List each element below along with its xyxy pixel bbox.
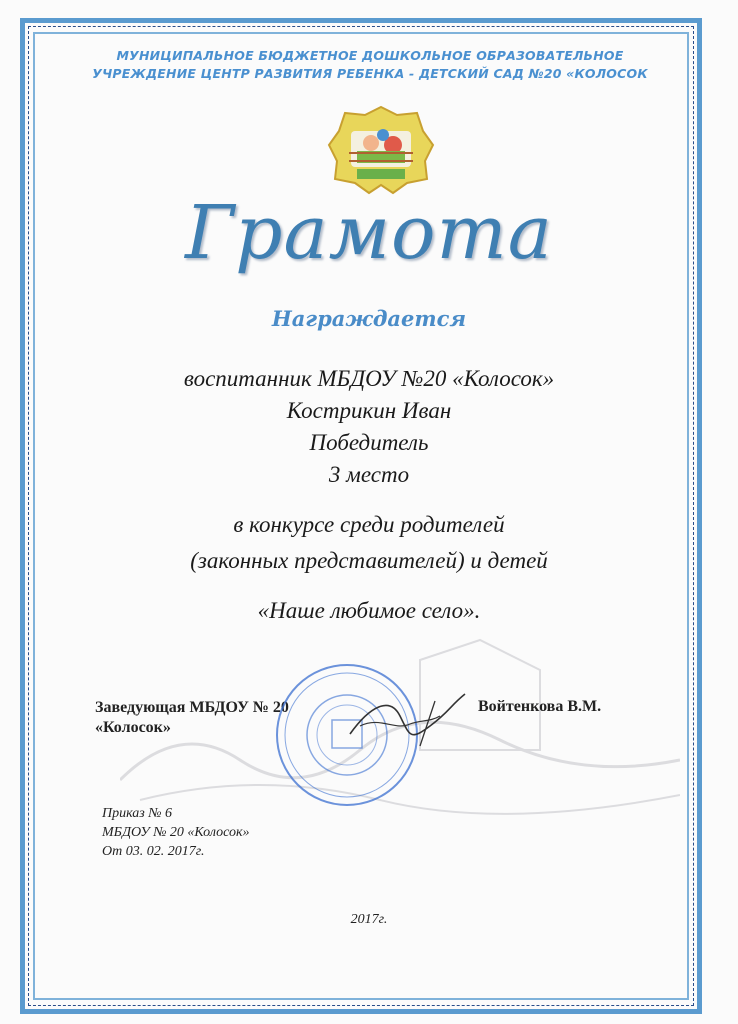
body-line-participants: (законных представителей) и детей [190, 548, 548, 573]
body-line-contest-name: «Наше любимое село». [257, 598, 481, 623]
body-line-contest: в конкурсе среди родителей [233, 512, 505, 537]
order-date: От 03. 02. 2017г. [102, 844, 205, 859]
signer-position [95, 698, 289, 738]
body-line-name: Кострикин Иван [286, 398, 452, 423]
certificate-title: Грамота [185, 190, 553, 276]
certificate-year: 2017г. [350, 912, 388, 927]
body-line-place: 3 место [328, 462, 410, 487]
signer-name: Войтенкова В.М. [478, 698, 602, 715]
order-number: Приказ № 6 [102, 806, 172, 821]
handwritten-signature [340, 686, 470, 756]
order-reference [102, 804, 250, 861]
body-line-pupil: воспитанник МБДОУ №20 «Колосок» [183, 366, 555, 391]
header-line-1: МУНИЦИПАЛЬНОЕ БЮДЖЕТНОЕ ДОШКОЛЬНОЕ ОБРАЗОВАТЕЛЬНОЕ [116, 48, 624, 63]
body-line-winner: Победитель [309, 430, 429, 455]
signer-position-line-1: Заведующая МБДОУ № 20 [95, 699, 289, 716]
order-institution: МБДОУ № 20 «Колосок» [102, 825, 250, 840]
kindergarten-emblem-icon [327, 105, 435, 195]
signer-position-line-2: «Колосок» [95, 719, 171, 736]
awarded-subtitle: Награждается [271, 306, 467, 331]
header-line-2: УЧРЕЖДЕНИЕ ЦЕНТР РАЗВИТИЯ РЕБЕНКА - ДЕТСКИЙ САД №20 «КОЛОСОК [92, 66, 648, 81]
